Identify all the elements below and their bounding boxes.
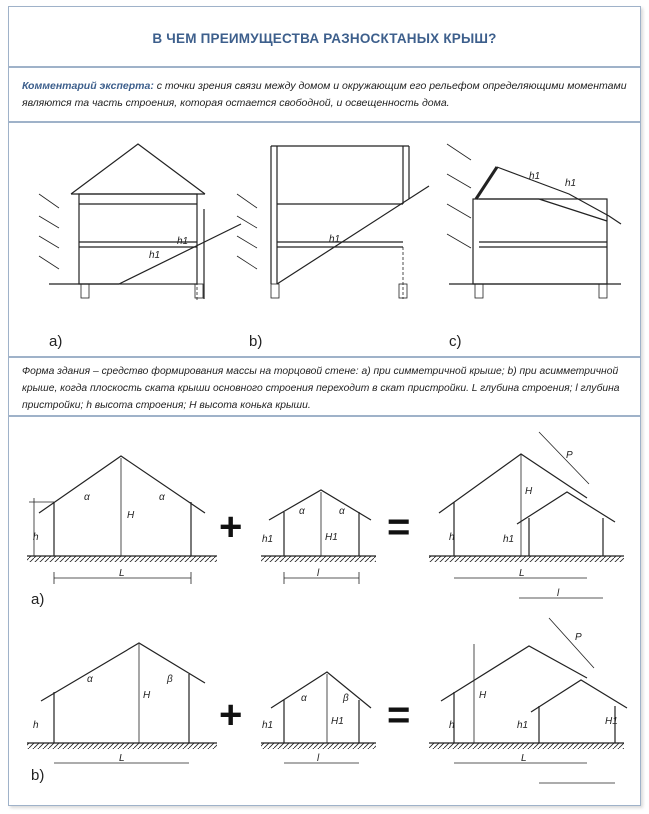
dim-H1: H1	[331, 716, 344, 727]
dim-H: H	[479, 690, 487, 701]
dim-l: l	[317, 753, 320, 764]
dim-h1: h1	[503, 534, 515, 545]
dim-H1: H1	[325, 532, 338, 543]
dim-l: l	[557, 588, 560, 599]
house-c-sloped-roof	[447, 144, 621, 350]
angle-alpha: α	[159, 492, 165, 503]
dim-L: L	[521, 753, 527, 764]
separator	[9, 415, 640, 417]
comment-text: с точки зрения связи между домом и окружающим его рельефом определяющими моментами являются та часть строения, которая остается свободной, и освещенность дома.	[22, 80, 627, 109]
house-a-symmetric	[39, 144, 241, 350]
angle-beta: β	[343, 693, 349, 704]
dim-h: h	[449, 532, 455, 543]
label-c: c)	[449, 333, 462, 350]
expert-comment	[22, 78, 630, 112]
dim-L: L	[519, 568, 525, 579]
equals-sign: =	[387, 693, 411, 737]
label-b: b)	[31, 767, 45, 784]
separator	[9, 121, 640, 123]
row-b	[27, 618, 627, 784]
dim-L: L	[119, 753, 125, 764]
angle-alpha: α	[301, 693, 307, 704]
house-b-asymmetric	[237, 146, 429, 350]
bottom-figure	[9, 418, 639, 803]
dim-H: H	[127, 510, 135, 521]
dim-H: H	[525, 486, 533, 497]
angle-alpha: α	[84, 492, 90, 503]
dim-h1: h1	[329, 234, 341, 245]
separator	[9, 356, 640, 358]
dim-h: h	[33, 720, 39, 731]
dim-h1: h1	[517, 720, 529, 731]
dim-h: h	[449, 720, 455, 731]
dim-l: l	[317, 568, 320, 579]
label-a: a)	[49, 333, 63, 350]
plus-sign: +	[219, 505, 243, 549]
dim-h1: h1	[565, 178, 577, 189]
top-figure	[9, 124, 639, 354]
angle-alpha: α	[339, 506, 345, 517]
dim-h1: h1	[149, 250, 161, 261]
dim-H: H	[143, 690, 151, 701]
comment-lead: Комментарий эксперта:	[22, 80, 154, 92]
dim-h1: h1	[262, 720, 274, 731]
angle-alpha: α	[299, 506, 305, 517]
figure-caption: Форма здания – средство формирования массы на торцовой стене: а) при симметричной крыше; b) при асимметричной крыше, когда плоскость ската крыши основного строения переходит в скат пристройки. L глубина строения; l глубина пристройки; h высота строения; H высота конька крыши.	[22, 366, 620, 411]
label-b: b)	[249, 333, 263, 350]
dim-H1: H1	[605, 716, 618, 727]
row-a	[27, 432, 624, 608]
page-title: В ЧЕМ ПРЕИМУЩЕСТВА РАЗНОСКТАНЫХ КРЫШ?	[152, 31, 497, 46]
dim-P: P	[566, 450, 573, 461]
angle-beta: β	[167, 674, 173, 685]
equals-sign: =	[387, 505, 411, 549]
dim-h: h	[33, 532, 39, 543]
dim-L: L	[119, 568, 125, 579]
dim-P: P	[575, 632, 582, 643]
label-a: a)	[31, 591, 45, 608]
dim-h1: h1	[177, 236, 189, 247]
angle-alpha: α	[87, 674, 93, 685]
dim-h1: h1	[529, 171, 541, 182]
separator	[9, 66, 640, 68]
dim-h1: h1	[262, 534, 274, 545]
plus-sign: +	[219, 693, 243, 737]
